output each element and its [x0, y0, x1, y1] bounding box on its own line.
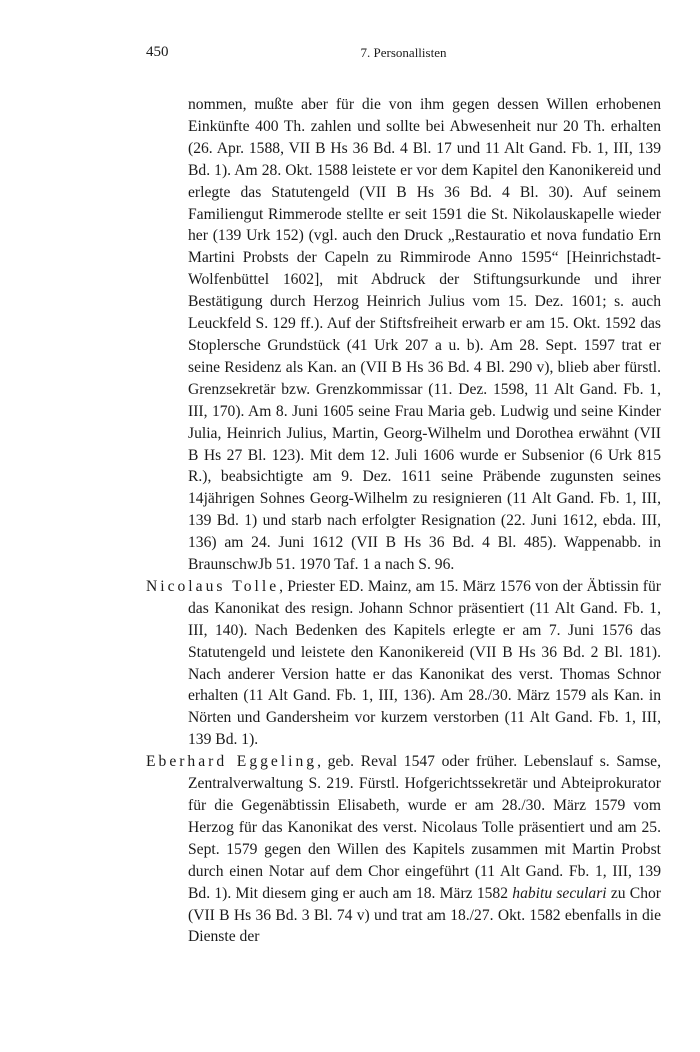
body-text [146, 94, 661, 948]
page-header [146, 44, 661, 66]
running-head: 7. Personallisten [360, 45, 447, 60]
entry-nicolaus-tolle [146, 576, 661, 751]
entry-text: , Priester ED. Mainz, am 15. März 1576 von der Äbtissin für das Kanonikat des resign. Johann Schnor präsentiert (11 Alt Gand. Fb. 1, III, 140). Nach Bedenken des Kapitels erlegte er am 7. Juni 1576 das Statutengeld und leistete den Kanonikereid (VII B Hs 36 Bd. 2 Bl. 181). Nach anderer Version hatte er das Kanonikat des verst. Thomas Schnor erhalten (11 Alt Gand. Fb. 1, III, 136). Am 28./30. März 1579 als Kan. in Nörten und Gandersheim vor kurzem verstorben (11 Alt Gand. Fb. 1, III, 139 Bd. 1). [188, 577, 661, 749]
entry-eberhard-eggeling [146, 751, 661, 948]
person-name: Eberhard Eggeling [146, 753, 318, 771]
entry-continuation: nommen, mußte aber für die von ihm gegen dessen Willen erhobenen Einkünfte 400 Th. zahlen und sollte bei Abwesenheit nur 20 Th. erhalten (26. Apr. 1588, VII B Hs 36 Bd. 4 Bl. 17 und 11 Alt Gand. Fb. 1, III, 139 Bd. 1). Am 28. Okt. 1588 leistete er vor dem Kapitel den Kanonikereid und erlegte das Statutengeld (VII B Hs 36 Bd. 4 Bl. 30). Auf seinem Familiengut Rimmerode stellte er seit 1591 die St. Nikolauskapelle wieder her (139 Urk 152) (vgl. auch den Druck „Restauratio et nova fundatio Ern Martini Probsts der Capeln zu Rimmirode Anno 1595“ [Heinrichstadt-Wolfenbüttel 1602], mit Abdruck der Stiftungsurkunde und ihrer Bestätigung durch Herzog Heinrich Julius vom 15. Dez. 1601; s. auch Leuckfeld S. 129 ff.). Auf der Stiftsfreiheit erwarb er am 15. Okt. 1592 das Stoplersche Grundstück (41 Urk 207 a u. b). Am 28. Sept. 1597 trat er seine Residenz als Kan. an (VII B Hs 36 Bd. 4 Bl. 290 v), blieb aber fürstl. Grenzsekretär bzw. Grenzkommissar (11. Dez. 1598, 11 Alt Gand. Fb. 1, III, 170). Am 8. Juni 1605 seine Frau Maria geb. Ludwig und seine Kinder Julia, Heinrich Julius, Martin, Georg-Wilhelm und Dorothea erwähnt (VII B Hs 27 Bl. 123). Mit dem 12. Juli 1606 wurde er Subsenior (6 Urk 815 R.), beabsichtigte am 9. Dez. 1611 seine Präbende zugunsten seines 14jährigen Sohnes Georg-Wilhelm zu resignieren (11 Alt Gand. Fb. 1, III, 139 Bd. 1) und starb nach erfolgter Resignation (22. Juni 1612, ebda. III, 136) am 24. Juni 1612 (VII B Hs 36 Bd. 4 Bl. 485). Wappenabb. in BraunschwJb 51. 1970 Taf. 1 a nach S. 96. [188, 96, 661, 574]
page-number: 450 [146, 44, 169, 60]
entry-text: , geb. Reval 1547 oder früher. Lebenslauf s. Samse, Zentralverwaltung S. 219. Fürstl. Hofgerichtssekretär und Abteiprokurator für die Gegenäbtissin Elisabeth, wurde er am 28./30. März 1579 vom Herzog für das Kanonikat des verst. Nicolaus Tolle präsentiert und am 25. Sept. 1579 gegen den Willen des Kapitels zusammen mit Martin Probst durch einen Notar auf dem Chor eingeführt (11 Alt Gand. Fb. 1, III, 139 Bd. 1). Mit diesem ging er auch am 18. März 1582 [188, 753, 661, 902]
entry-text: zu Chor (VII B Hs 36 Bd. 3 Bl. 74 v) und trat am 18./27. Okt. 1582 ebenfalls in die Dienste der [188, 884, 661, 946]
latin-phrase: habitu seculari [512, 884, 607, 902]
person-name: Nicolaus Tolle [146, 577, 280, 595]
